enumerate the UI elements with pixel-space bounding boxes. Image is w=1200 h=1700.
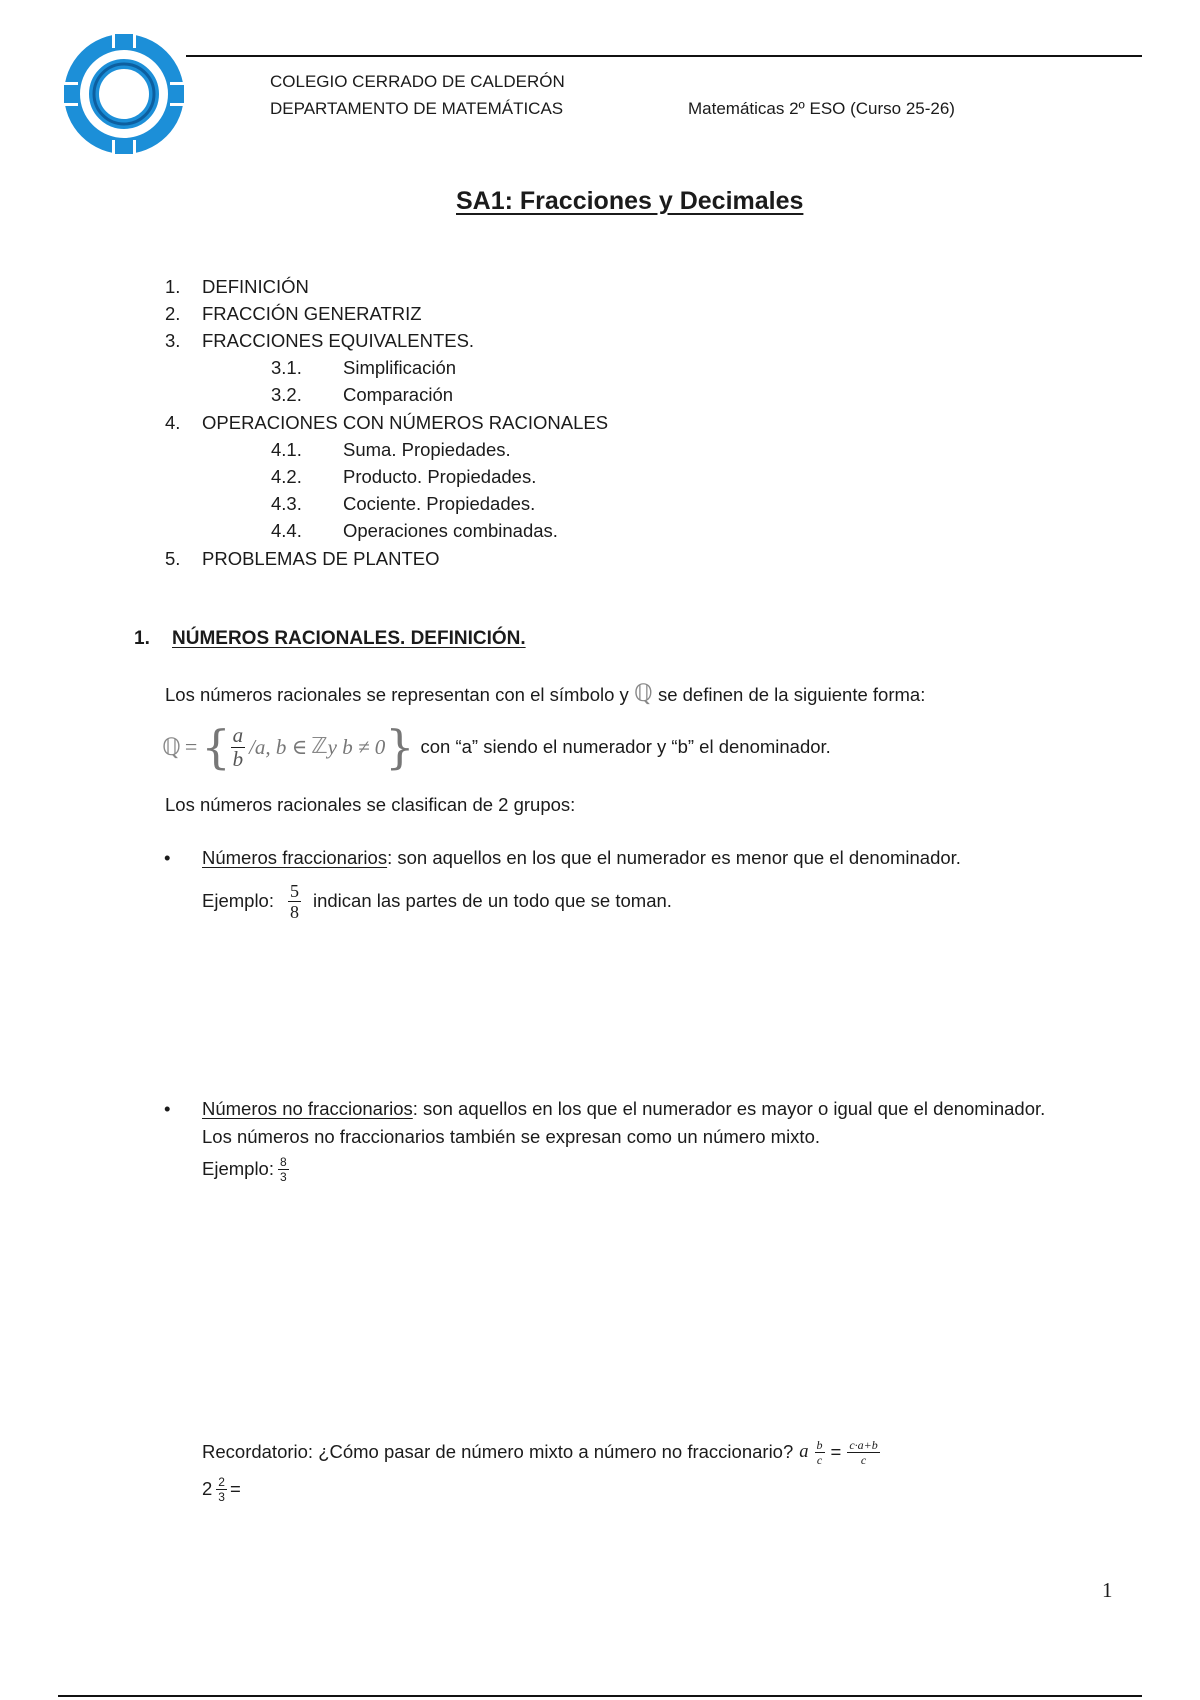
toc-subitem-label: Cociente. Propiedades. [343, 493, 536, 514]
page-number: 1 [1102, 1578, 1113, 1602]
toc-subitem: 4.4. [271, 520, 302, 541]
section-heading: NÚMEROS RACIONALES. DEFINICIÓN. [172, 628, 526, 649]
example-fraction: $\frac{5}{8}$ [289, 880, 299, 922]
school-name: COLEGIO CERRADO DE CALDERÓN [270, 72, 565, 91]
school-logo-icon [62, 32, 186, 156]
example-non-fractional: Ejemplo: $\frac{8}{3}$ [202, 1154, 287, 1184]
toc-subitem-label: Simplificación [343, 357, 457, 378]
toc-item-label: PROBLEMAS DE PLANTEO [202, 548, 440, 569]
intro-paragraph: Los números racionales se representan con el símbolo y ℚ se definen de la siguiente forma: [165, 679, 926, 707]
page-title: SA1: Fracciones y Decimales [456, 187, 804, 215]
toc-item-label: DEFINICIÓN [202, 276, 309, 297]
definition-formula: ℚ = { $\frac{a}{b}$ /a, b ∈ ℤ y b ≠ 0 } con “a” siendo el numerador y “b” el denominador. [162, 720, 831, 774]
toc-item: 2. [165, 303, 181, 324]
department-name: DEPARTAMENTO DE MATEMÁTICAS [270, 99, 564, 118]
toc-item: 5. [165, 548, 181, 569]
toc-subitem: 4.2. [271, 466, 302, 487]
definition-fraction: $\frac{a}{b}$ [232, 722, 244, 771]
mixed-fraction: $\frac{2}{3}$ [218, 1474, 225, 1504]
reminder-fraction: $\frac{b}{c}$ [816, 1437, 823, 1467]
example-fractional: Ejemplo: $\frac{5}{8}$ indican las partes de un todo que se toman. [202, 880, 672, 922]
toc-item: 4. [165, 412, 181, 433]
mixed-number-exercise: 2 $\frac{2}{3}$ = [202, 1474, 241, 1504]
footer-rule [58, 1695, 1142, 1697]
toc-subitem: 3.2. [271, 384, 302, 405]
school-logo [62, 32, 186, 156]
classification-text: Los números racionales se clasifican de 2 grupos: [165, 794, 576, 815]
toc-subitem: 4.3. [271, 493, 302, 514]
integer-symbol: ℤ [311, 734, 328, 759]
bullet-non-fractional: Números no fraccionarios: son aquellos en los que el numerador es mayor o igual que el denominador. [202, 1098, 1046, 1119]
section-number: 1. [134, 628, 150, 649]
rational-symbol: ℚ [633, 679, 653, 707]
reminder-result-fraction: $\frac{c\cdot a+b}{c}$ [849, 1437, 878, 1467]
toc-subitem: 4.1. [271, 439, 302, 460]
toc-item-label: FRACCIÓN GENERATRIZ [202, 303, 422, 324]
toc-item-label: OPERACIONES CON NÚMEROS RACIONALES [202, 412, 609, 433]
toc-item-label: FRACCIONES EQUIVALENTES. [202, 330, 475, 351]
example-fraction: $\frac{8}{3}$ [279, 1154, 287, 1184]
mixed-number-note: Los números no fraccionarios también se expresan como un número mixto. [202, 1126, 820, 1147]
bullet-dot: • [164, 847, 171, 868]
toc-subitem-label: Producto. Propiedades. [343, 466, 537, 487]
toc-subitem-label: Operaciones combinadas. [343, 520, 558, 541]
header-rule [186, 55, 1142, 57]
toc-subitem-label: Suma. Propiedades. [343, 439, 511, 460]
left-brace: { [201, 720, 231, 774]
rational-symbol: ℚ [162, 733, 181, 761]
toc-item: 1. [165, 276, 181, 297]
reminder: Recordatorio: ¿Cómo pasar de número mixto a número no fraccionario? a $\frac{b}{c}$ = $\frac{c\cdot a+b}{c}$ [202, 1437, 878, 1467]
toc-subitem-label: Comparación [343, 384, 454, 405]
bullet-dot: • [164, 1098, 171, 1119]
bullet-fractional: Números fraccionarios: son aquellos en los que el numerador es menor que el denominador. [202, 847, 961, 868]
toc-item: 3. [165, 330, 181, 351]
course-label: Matemáticas 2º ESO (Curso 25-26) [688, 99, 955, 118]
toc-subitem: 3.1. [271, 357, 302, 378]
right-brace: } [385, 720, 415, 774]
